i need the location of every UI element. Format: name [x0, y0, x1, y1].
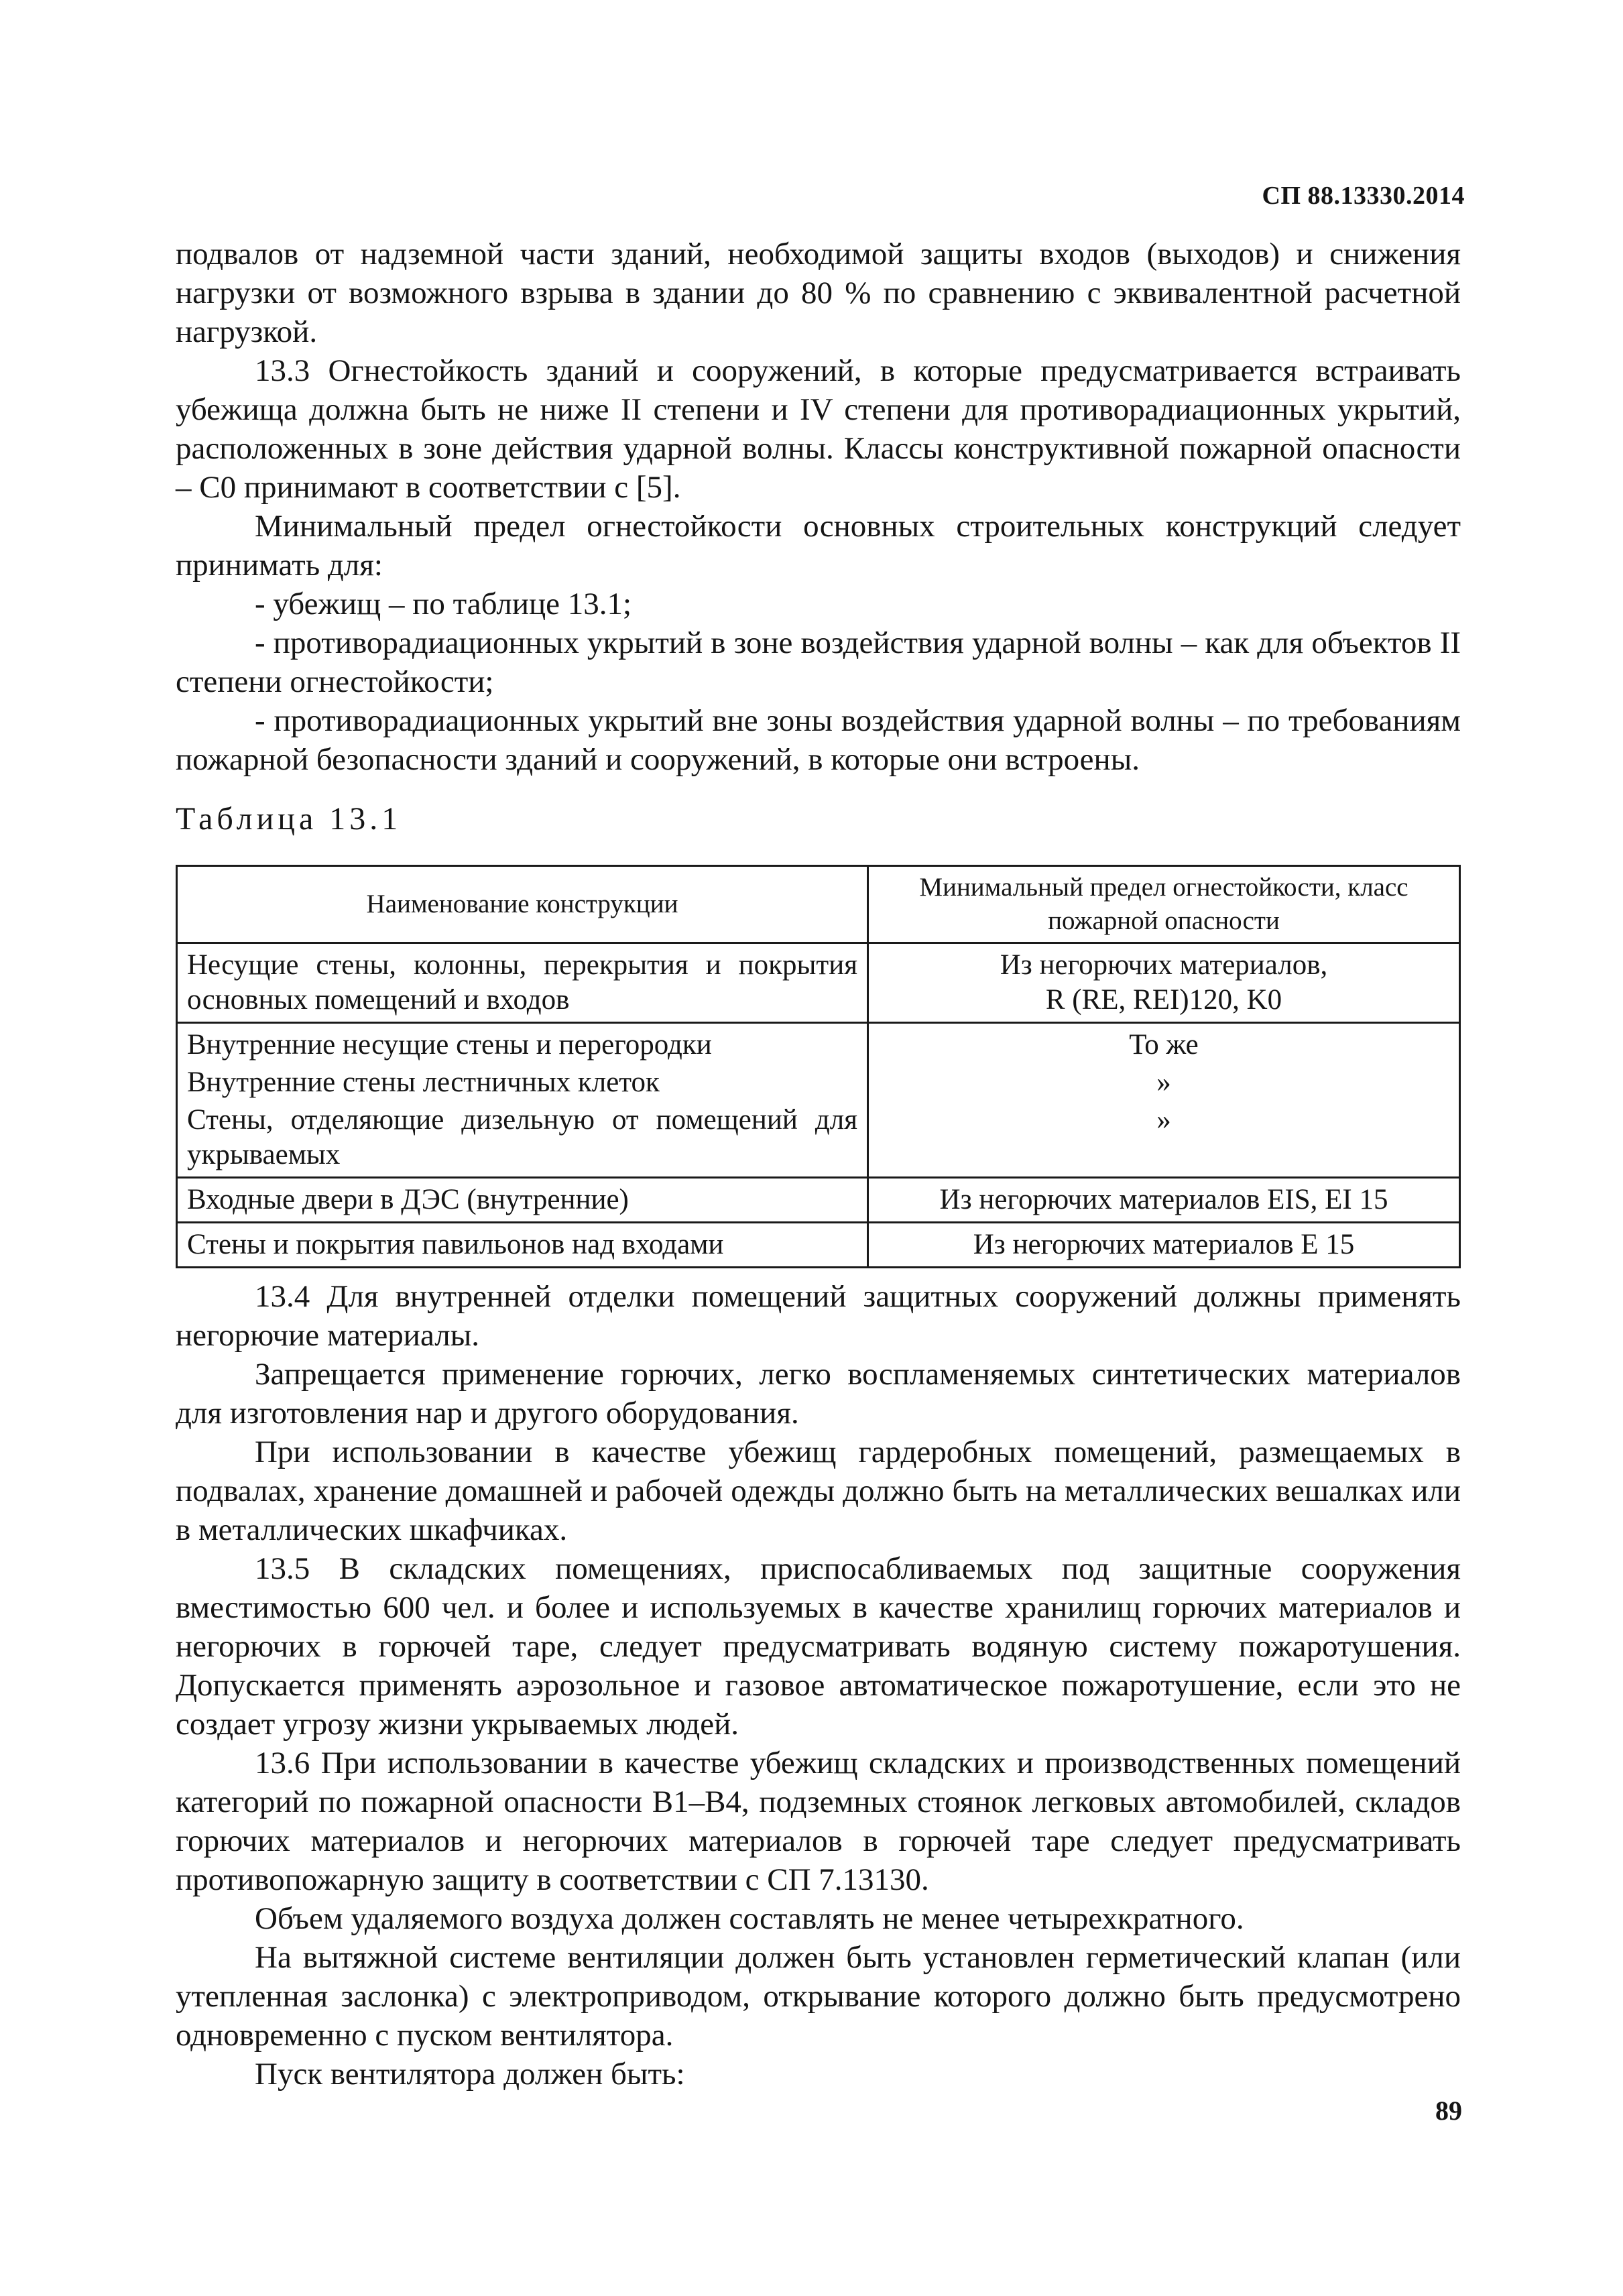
paragraph: Минимальный предел огнестойкости основных строительных конструкций следует принимать для: — [176, 509, 1461, 583]
cell-text: Из негорючих материалов, — [1000, 949, 1328, 981]
paragraph: Объем удаляемого воздуха должен составлять не менее четырехкратного. — [255, 1901, 1244, 1936]
cell-text: Из негорючих материалов EIS, EI 15 — [939, 1184, 1388, 1215]
table-cell — [177, 1223, 868, 1268]
table-header-row — [177, 866, 1460, 943]
cell-text: То же — [1129, 1029, 1199, 1061]
document-code: СП 88.13330.2014 — [1262, 182, 1465, 210]
list-item: - противорадиационных укрытий в зоне воздействия ударной волны – как для объектов II степени огнестойкости; — [176, 625, 1461, 699]
cell-text: Стены и покрытия павильонов над входами — [187, 1229, 724, 1260]
paragraph: Пуск вентилятора должен быть: — [255, 2057, 685, 2092]
table-caption: Таблица 13.1 — [176, 801, 402, 837]
table-cell — [177, 943, 868, 1023]
cell-text: Входные двери в ДЭС (внутренние) — [187, 1184, 629, 1215]
list-item: - убежищ – по таблице 13.1; — [255, 587, 632, 621]
table-row — [177, 1223, 1460, 1268]
table-cell — [868, 1223, 1460, 1268]
table-header-cell: Минимальный предел огнестойкости, класс пожарной опасности — [868, 866, 1460, 943]
cell-text: » — [1156, 1104, 1171, 1136]
table-cell — [868, 1178, 1460, 1223]
cell-text: Внутренние стены лестничных клеток — [187, 1067, 660, 1098]
cell-text: Стены, отделяющие дизельную от помещений для укрываемых — [187, 1104, 857, 1170]
table-cell — [177, 1178, 868, 1223]
paragraph: При использовании в качестве убежищ гардеробных помещений, размещаемых в подвалах, хранение домашней и рабочей одежды должно быть на металлических вешалках или в металлических шкафчиках. — [176, 1435, 1461, 1547]
cell-text: Из негорючих материалов Е 15 — [973, 1229, 1355, 1260]
paragraph: подвалов от надземной части зданий, необходимой защиты входов (выходов) и снижения нагрузки от возможного взрыва в здании до 80 % по сравнению с эквивалентной расчетной нагрузкой. — [176, 237, 1461, 349]
paragraph: На вытяжной системе вентиляции должен быть установлен герметический клапан (или утепленная заслонка) с электроприводом, открывание которого должно быть предусмотрено одновременно с пуском вентилятора. — [176, 1940, 1461, 2053]
table-cell — [177, 1023, 868, 1178]
paragraph: 13.5 В складских помещениях, приспосабливаемых под защитные сооружения вместимостью 600 чел. и более и используемых в качестве хранилищ горючих материалов и негорючих в горючей таре, следует предусматривать водяную систему пожаротушения. Допускается применять аэрозольное и газовое автоматическое пожаротушение, если это не создает угрозу жизни укрываемых людей. — [176, 1551, 1461, 1742]
paragraph: Запрещается применение горючих, легко воспламеняемых синтетических материалов для изготовления нар и другого оборудования. — [176, 1357, 1461, 1431]
table-cell — [868, 1023, 1460, 1178]
table-cell — [868, 943, 1460, 1023]
list-item: - противорадиационных укрытий вне зоны воздействия ударной волны – по требованиям пожарной безопасности зданий и сооружений, в которые они встроены. — [176, 703, 1461, 777]
page-number: 89 — [1435, 2096, 1462, 2126]
table-header-cell: Наименование конструкции — [177, 866, 868, 943]
paragraph: 13.3 Огнестойкость зданий и сооружений, в которые предусматривается встраивать убежища должна быть не ниже II степени и IV степени для противорадиационных укрытий, расположенных в зоне действия ударной волны. Классы конструктивной пожарной опасности – С0 принимают в соответствии с [5]. — [176, 353, 1461, 505]
paragraph: 13.6 При использовании в качестве убежищ складских и производственных помещений категорий по пожарной опасности В1–В4, подземных стоянок легковых автомобилей, складов горючих материалов и негорючих материалов в горючей таре следует предусматривать противопожарную защиту в соответствии с СП 7.13130. — [176, 1746, 1461, 1897]
cell-text: R (RE, REI)120, K0 — [1045, 984, 1282, 1016]
cell-text: » — [1156, 1067, 1171, 1098]
cell-text: Внутренние несущие стены и перегородки — [187, 1029, 712, 1061]
fire-resistance-table — [176, 865, 1461, 1268]
paragraph: 13.4 Для внутренней отделки помещений защитных сооружений должны применять негорючие материалы. — [176, 1279, 1461, 1353]
table-row — [177, 1178, 1460, 1223]
cell-text: Несущие стены, колонны, перекрытия и покрытия основных помещений и входов — [187, 949, 857, 1016]
body-text-top — [176, 235, 1461, 779]
table-row — [177, 943, 1460, 1023]
body-text-bottom — [176, 1277, 1461, 2094]
table-row — [177, 1023, 1460, 1178]
